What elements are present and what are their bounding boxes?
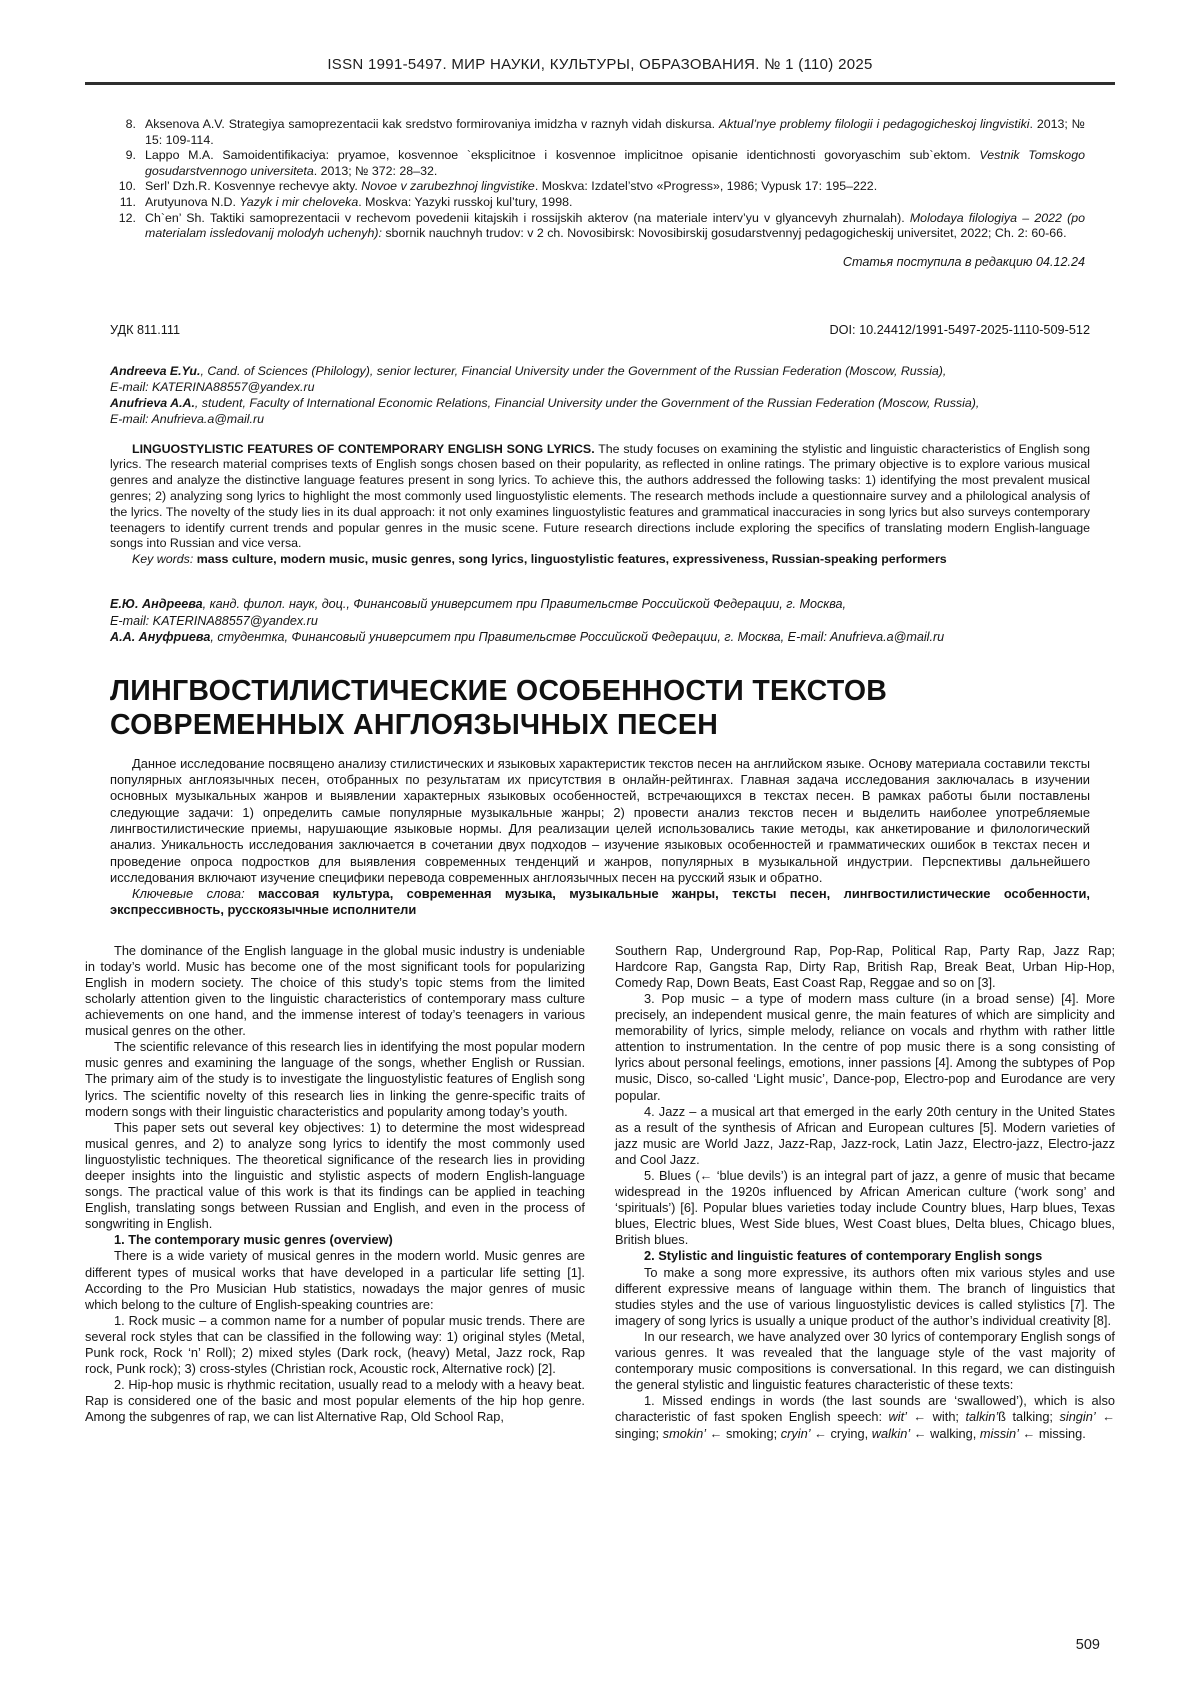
body-paragraph: 5. Blues (← ‘blue devils’) is an integral part of jazz, a genre of music that became widespread in the 1920s influenced by African American culture (‘work song’ and ‘spirituals’) [6]. Popular blues varieties today include Country blues, Harp blues, Texas blues, Electric blues, West Side blues, West Coast blues, Delta blues, Chicago blues, British blues. [615, 1168, 1115, 1248]
reference-item [115, 148, 1085, 179]
header-rule [85, 82, 1115, 85]
reference-item [115, 195, 1085, 211]
reference-item [115, 211, 1085, 242]
reference-number: 9. [125, 148, 136, 163]
reference-text: Arutyunova N.D. Yazyk i mir cheloveka. Moskva: Yazyki russkoj kul’tury, 1998. [145, 194, 573, 209]
keywords-ru: Ключевые слова: массовая культура, современная музыка, музыкальные жанры, тексты песен, лингвостилистические особенности, экспрессивность, русскоязычные исполнители [110, 886, 1090, 918]
section-heading: 2. Stylistic and linguistic features of contemporary English songs [644, 1248, 1043, 1264]
section-heading: 1. The contemporary music genres (overview) [114, 1232, 393, 1248]
udc-code: УДК 811.111 [110, 322, 181, 337]
author-line: А.А. Ануфриева, студентка, Финансовый университет при Правительстве Российской Федерации, г. Москва, E-mail: Anufrieva.a@mail.ru [110, 630, 945, 645]
author-email: E-mail: KATERINA88557@yandex.ru [110, 379, 315, 394]
authors-ru [110, 596, 1090, 646]
references-list [115, 117, 1085, 242]
author-line: Anufrieva A.A., student, Faculty of International Economic Relations, Financial University under the Government of the Russian Federation (Moscow, Russia), [110, 396, 980, 411]
body-paragraph: Southern Rap, Underground Rap, Pop-Rap, Political Rap, Party Rap, Jazz Rap; Hardcore Rap, Gangsta Rap, Dirty Rap, British Rap, Break Beat, Urban Hip-Hop, Comedy Rap, Down Beats, East Coast Rap, Reggae and so on [3]. [615, 942, 1115, 990]
article-title-line1: ЛИНГВОСТИЛИСТИЧЕСКИЕ ОСОБЕННОСТИ ТЕКСТОВ [110, 674, 888, 707]
body-paragraph: To make a song more expressive, its authors often mix various styles and use different expressive means of language within them. The branch of linguistics that studies styles and the use of various linguostylistic devices is called stylistics [7]. The imagery of song lyrics is usually a unique product of the author’s individual creativity [8]. [615, 1264, 1115, 1328]
page-number: 509 [1075, 1637, 1100, 1653]
abstract-en: LINGUOSTYLISTIC FEATURES OF CONTEMPORARY ENGLISH SONG LYRICS. The study focuses on examining the stylistic and linguistic characteristics of English song lyrics. The research material comprises texts of English songs chosen based on their popularity, as reflected in online ratings. The primary objective is to explore various musical genres and analyze the distinctive language features present in song lyrics. To achieve this, the authors addressed the following tasks: 1) identifying the most prevalent musical genres; 2) analyzing song lyrics to highlight the most commonly used linguostylistic elements. The research methods include a questionnaire survey and a philological analysis of the lyrics. The novelty of the study lies in its dual approach: it not only examines linguostylistic features and grammatical inaccuracies in song lyrics but also surveys contemporary teenagers to identify current trends and popular genres in the music scene. Future research directions include exploring the specifics of translating modern English-language songs into Russian and vice versa. [110, 441, 1090, 551]
doi-code: DOI: 10.24412/1991-5497-2025-1110-509-512 [829, 322, 1090, 337]
received-note: Статья поступила в редакцию 04.12.24 [842, 254, 1085, 269]
body-column-right [615, 943, 1115, 1442]
udc-doi-row [110, 323, 1090, 337]
reference-number: 11. [119, 194, 136, 209]
author-email: E-mail: KATERINA88557@yandex.ru [110, 613, 318, 628]
reference-number: 12. [118, 210, 136, 225]
body-column-left [85, 943, 585, 1442]
reference-number: 8. [125, 117, 136, 131]
authors-en [110, 363, 1090, 428]
abstract-ru: Данное исследование посвящено анализу стилистических и языковых характеристик текстов песен на английском языке. Основу материала составили тексты популярных англоязычных песен, отобранных по результатам их присутствия в онлайн-рейтингах. Главная задача исследования заключалась в изучении основных музыкальных жанров и выявлении характерных языковых особенностей, встречающихся в текстах песен. В рамках работы были поставлены следующие задачи: 1) определить самые популярные музыкальные жанры; 2) провести анализ текстов песен и выделить наиболее употребляемые лингвостилистические приемы, нарушающие языковые нормы. Для реализации целей использовались такие методы, как анкетирование и филологический анализ. Уникальность исследования заключается в сочетании двух подходов – изучение языковых особенностей и грамматических ошибок в текстах песен и проведение опроса подростков для выявления современных тенденций и жанров, популярных в музыкальной индустрии. Перспективы дальнейшего исследования включают изучение специфики перевода современных англоязычных песен на русский язык и обратно. [110, 755, 1090, 885]
body-columns [85, 943, 1115, 1442]
body-paragraph: This paper sets out several key objectives: 1) to determine the most widespread musical genres, and 2) to analyze song lyrics to identify the most commonly used linguostylistic techniques. The theoretical significance of the research lies in providing deeper insights into the linguistic and stylistic aspects of modern English-language songs. The practical value of this work is that its findings can be applied in teaching English, translating songs between Russian and English, and even in the process of songwriting in English. [85, 1119, 585, 1232]
body-paragraph: 4. Jazz – a musical art that emerged in the early 20th century in the United States as a result of the synthesis of African and European cultures [5]. Modern varieties of jazz music are World Jazz, Jazz-Rap, Jazz-rock, Latin Jazz, Electro-jazz, Electro-jazz and Cool Jazz. [615, 1103, 1115, 1167]
reference-item [115, 117, 1085, 148]
keywords-en: Key words: mass culture, modern music, music genres, song lyrics, linguostylistic features, expressiveness, Russian-speaking performers [132, 552, 947, 567]
reference-text: Lappo M.A. Samoidentifikaciya: pryamoe, kosvennoe `eksplicitnoe i kosvennoe implicitnoe opisanie identichnosti govoryaschim sub`ektom. Vestnik Tomskogo gosudarstvennogo universiteta. 2013; № 372: 28–32. [145, 148, 1085, 178]
reference-text: Ch`en’ Sh. Taktiki samoprezentacii v rechevom povedenii kitajskih i rossijskih akterov (na materiale interv’yu v glyancevyh zhurnalah). Molodaya filologiya – 2022 (po materialam issledovanij molodyh uchenyh): sbornik nauchnyh trudov: v 2 ch. Novosibirsk: Novosibirskij gosudarstvennyj pedagogicheskij universitet, 2022; Ch. 2: 60-66. [145, 210, 1086, 241]
body-paragraph: 2. Hip-hop music is rhythmic recitation, usually read to a melody with a heavy beat. Rap is considered one of the basic and most popular elements of the hip hop genre. Among the subgenres of rap, we can list Alternative Rap, Old School Rap, [85, 1377, 585, 1425]
body-paragraph: 1. Missed endings in words (the last sounds are ‘swallowed’), which is also characteristic of fast spoken English speech: wit’ ← with; talkin’ß talking; singin’ ← singing; smokin’ ← smoking; cryin’ ← crying, walkin’ ← walking, missin’ ← missing. [615, 1393, 1115, 1441]
author-line: Е.Ю. Андреева, канд. филол. наук, доц., Финансовый университет при Правительстве Российской Федерации, г. Москва, [110, 596, 847, 611]
body-paragraph: There is a wide variety of musical genres in the modern world. Music genres are different types of musical works that have developed in a particular life setting [1]. According to the Pro Musician Hub statistics, nowadays the major genres of music which belong to the culture of English-speaking countries are: [85, 1248, 585, 1312]
body-paragraph: The dominance of the English language in the global music industry is undeniable in today’s world. Music has become one of the most significant tools for popularizing English in modern society. The choice of this study’s topic stems from the limited scholarly attention given to the linguistic characteristics of contemporary mass culture achievements on one hand, and the immense interest of today’s teenagers in various musical genres on the other. [85, 942, 585, 1039]
author-email: E-mail: Anufrieva.a@mail.ru [110, 412, 264, 427]
running-head: ISSN 1991-5497. МИР НАУКИ, КУЛЬТУРЫ, ОБРАЗОВАНИЯ. № 1 (110) 2025 [327, 56, 873, 73]
reference-text: Aksenova A.V. Strategiya samoprezentacii kak sredstvo formirovaniya imidzha v raznyh vidah diskursa. Aktual’nye problemy filologii i pedagogicheskoj lingvistiki. 2013; № 15: 109-114. [145, 117, 1085, 147]
reference-text: Serl’ Dzh.R. Kosvennye rechevye akty. Novoe v zarubezhnoj lingvistike. Moskva: Izdatel’stvo «Progress», 1986; Vypusk 17: 195–222. [145, 179, 878, 194]
author-line: Andreeva E.Yu., Cand. of Sciences (Philology), senior lecturer, Financial University under the Government of the Russian Federation (Moscow, Russia), [110, 363, 947, 378]
body-paragraph: In our research, we have analyzed over 30 lyrics of contemporary English songs of various genres. It was revealed that the language style of the vast majority of contemporary music compositions is conversational. In this regard, we can distinguish the general stylistic and linguistic features characteristic of these texts: [615, 1328, 1115, 1393]
reference-number: 10. [118, 179, 136, 194]
article-title-line2: СОВРЕМЕННЫХ АНГЛОЯЗЫЧНЫХ ПЕСЕН [110, 708, 719, 741]
article-title [110, 674, 1090, 742]
body-paragraph: The scientific relevance of this research lies in identifying the most popular modern music genres and examining the language of the songs, whether English or Russian. The primary aim of the study is to investigate the linguostylistic features of English song lyrics. The scientific novelty of this research lies in linking the genre-specific traits of modern songs with their linguistic characteristics and popularity among today’s youth. [85, 1039, 585, 1119]
body-paragraph: 3. Pop music – a type of modern mass culture (in a broad sense) [4]. More precisely, an independent musical genre, the main features of which are simplicity and memorability of lyrics, simple melody, reliance on vocals and rhythm with rather little attention to instrumentation. In the centre of pop music there is a song consisting of lyrics about personal feelings, emotions, inner passions [4]. Among the subtypes of Pop music, Disco, so-called ‘Light music’, Dance-pop, Electro-pop and Eurodance are very popular. [615, 990, 1115, 1103]
reference-item [115, 179, 1085, 195]
body-paragraph: 1. Rock music – a common name for a number of popular music trends. There are several rock styles that can be classified in the following way: 1) original styles (Metal, Punk rock, Rock ‘n’ Roll); 2) mixed styles (Dark rock, (heavy) Metal, Jazz rock, Rap rock, Punk rock); 3) cross-styles (Christian rock, Acoustic rock, Alternative rock) [2]. [85, 1312, 585, 1377]
